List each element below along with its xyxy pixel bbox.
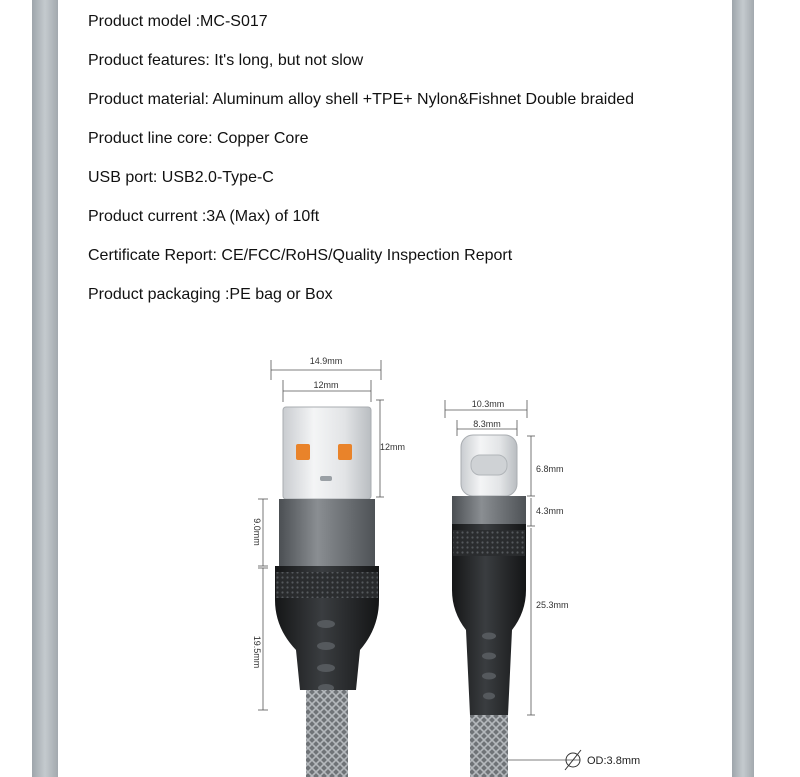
type-c-knurl-band	[453, 530, 525, 556]
dim-type-c-collar-length: 4.3mm	[536, 506, 564, 516]
spec-certificate: Certificate Report: CE/FCC/RoHS/Quality Inspection Report	[88, 247, 513, 264]
dim-cable-od: OD:3.8mm	[587, 755, 641, 767]
spec-packaging: Product packaging :PE bag or Box	[88, 286, 333, 303]
spec-usb-port: USB port: USB2.0-Type-C	[88, 169, 274, 186]
dim-usb-a-plug-length: 12mm	[380, 442, 406, 452]
spec-current: Product current :3A (Max) of 10ft	[88, 208, 320, 225]
type-c-shell	[452, 496, 526, 526]
usb-a-contact-right	[338, 444, 352, 460]
dim-type-c-body-length: 25.3mm	[536, 600, 569, 610]
dim-usb-a-overall-width: 14.9mm	[309, 356, 343, 366]
dim-usb-a-body-length: 19.5mm	[252, 635, 262, 669]
usb-a-shell	[279, 499, 375, 568]
dim-type-c-plug-width: 8.3mm	[473, 419, 501, 429]
usb-a-contact-left	[296, 444, 310, 460]
usb-a-connector	[275, 407, 379, 777]
type-c-connector	[452, 435, 526, 777]
spec-model: Product model :MC-S017	[88, 13, 268, 30]
product-spec-list	[88, 10, 634, 322]
spec-line-core: Product line core: Copper Core	[88, 130, 309, 147]
usb-a-braided-cable	[306, 690, 348, 777]
type-c-braided-cable	[470, 715, 508, 777]
dim-usb-a-plug-width: 12mm	[313, 380, 339, 390]
type-c-port-slot	[471, 455, 507, 475]
usb-a-slot	[320, 476, 332, 481]
usb-a-knurl-band	[276, 572, 378, 598]
dim-usb-a-shell-length: 9.0mm	[252, 518, 262, 546]
cable-dimension-diagram	[0, 320, 800, 777]
dim-type-c-plug-length: 6.8mm	[536, 464, 564, 474]
dim-type-c-overall-width: 10.3mm	[471, 399, 505, 409]
spec-material: Product material: Aluminum alloy shell +TPE+ Nylon&Fishnet Double braided	[88, 91, 635, 108]
spec-features: Product features: It's long, but not slow	[88, 52, 364, 69]
